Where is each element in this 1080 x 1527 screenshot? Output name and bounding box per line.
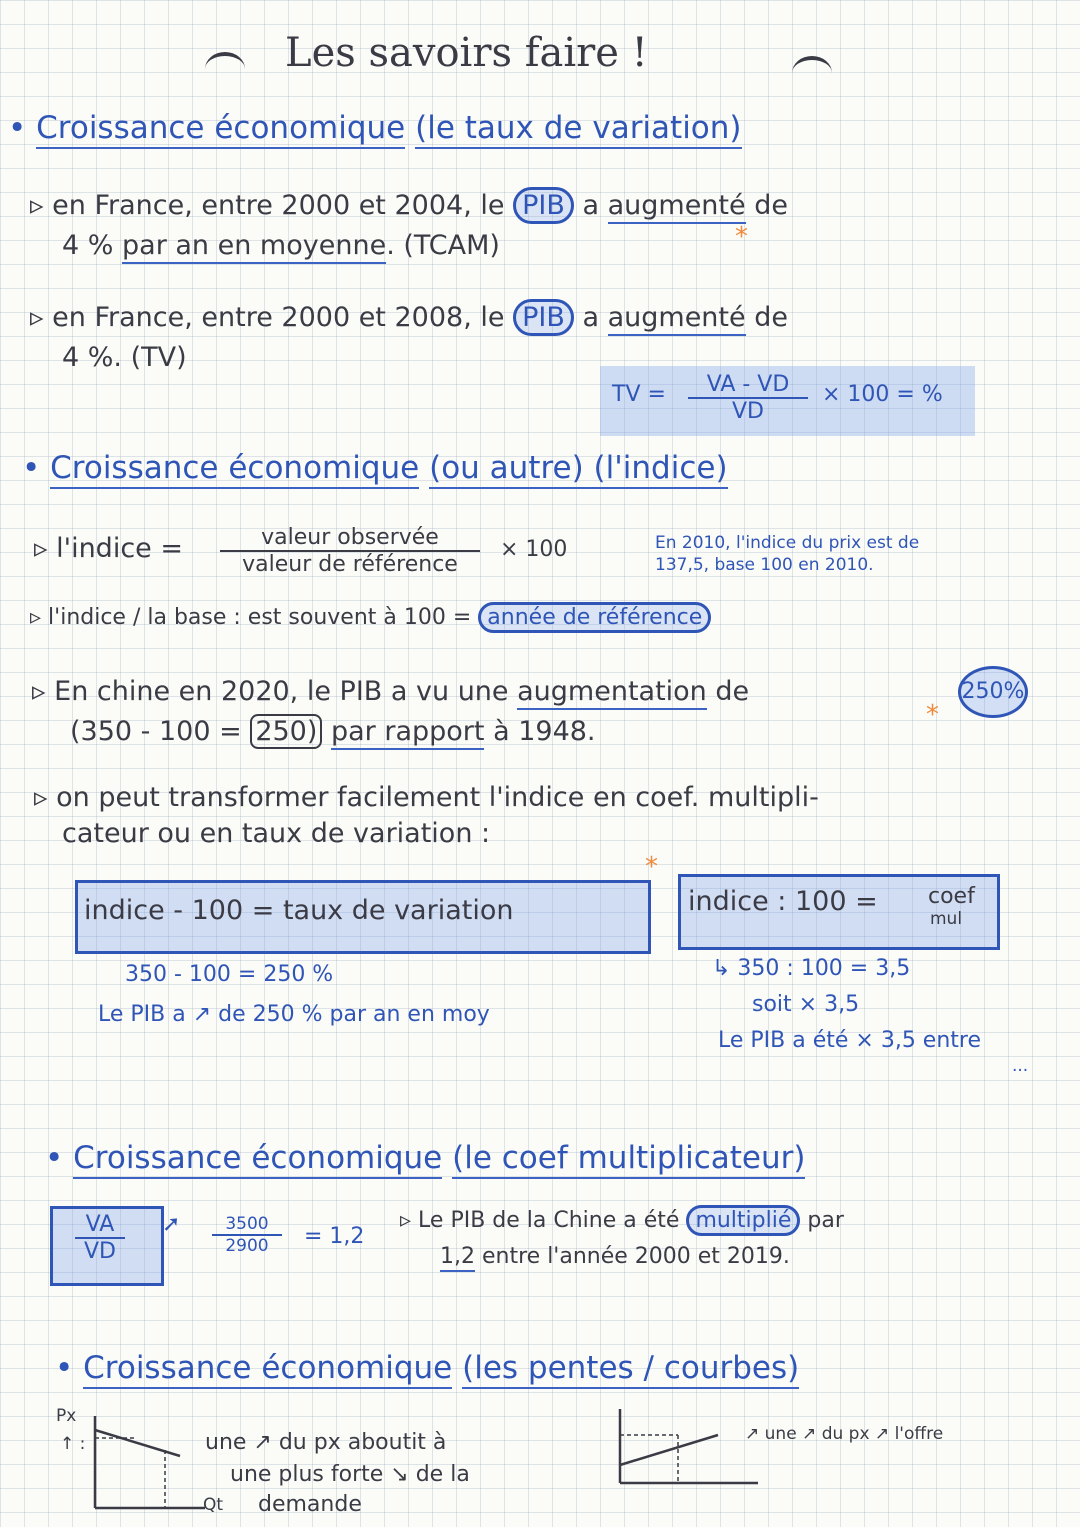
hole-mark-right <box>792 56 832 90</box>
verb-augmente: augmenté <box>608 190 746 224</box>
indice-note-line2: 137,5, base 100 en 2010. <box>655 555 874 575</box>
star-mark: * <box>735 222 748 252</box>
graph1-ylabel: Px <box>56 1406 77 1426</box>
pib-circle: PIB <box>513 299 574 336</box>
section4-heading-sub: (les pentes / courbes) <box>462 1350 799 1389</box>
par-rapport-word: par rapport <box>331 716 485 750</box>
annee-reference-circle: année de référence <box>478 602 711 633</box>
calc2-line1: ↳ 350 : 100 = 3,5 <box>712 956 911 981</box>
section1-heading <box>8 110 742 146</box>
indice-times: × 100 <box>500 537 568 562</box>
augmentation-word: augmentation <box>517 676 707 710</box>
graph1-desc-line1: une ↗ du px aboutit à <box>205 1430 447 1455</box>
triangle-bullet-icon: ▹ <box>32 676 55 707</box>
par-an-en-moyenne: par an en moyenne <box>122 230 386 264</box>
star-mark: * <box>645 852 658 882</box>
graph1-y2: ↑ : <box>60 1434 86 1454</box>
section1-para2-line2: 4 %. (TV) <box>62 342 187 373</box>
calc2-line2: soit × 3,5 <box>752 992 860 1017</box>
tv-formula-right: × 100 = % <box>822 382 943 407</box>
triangle-bullet-icon: ▹ <box>30 302 53 333</box>
china-250-circle: 250% <box>958 666 1028 718</box>
section4-heading-main: Croissance économique <box>83 1350 452 1389</box>
graph2-desc: ↗ une ↗ du px ↗ l'offre <box>745 1424 944 1444</box>
box-coef-mult-text: indice : 100 = <box>688 886 878 917</box>
calc1-line2: Le PIB a ↗ de 250 % par an en moy <box>98 1002 490 1027</box>
graph1-desc-line2: une plus forte ↘ de la <box>230 1462 470 1487</box>
section-bullet: • <box>55 1350 84 1386</box>
calc1-line1: 350 - 100 = 250 % <box>125 962 334 987</box>
triangle-bullet-icon: ▹ <box>34 782 57 813</box>
star-mark: * <box>926 700 939 730</box>
coef-1-2: 1,2 <box>440 1244 475 1272</box>
graph1-xlabel: Qt <box>203 1495 224 1515</box>
section3-text-line1: ▹ Le PIB de la Chine a été multiplié par <box>400 1208 844 1233</box>
section1-para1-line1: ▹ en France, entre 2000 et 2004, le PIB a augmenté de <box>30 190 788 221</box>
box-coef-mult-mul: mul <box>930 909 963 929</box>
section1-para1-line2: 4 % par an en moyenne. (TCAM) <box>62 230 500 261</box>
section3-heading-sub: (le coef multiplicateur) <box>452 1140 805 1179</box>
graph1-desc-line3: demande <box>258 1492 362 1517</box>
indice-label: ▹ l'indice = <box>34 533 183 564</box>
calc2-line4: ... <box>1012 1056 1029 1076</box>
coef-example-fraction: 3500 2900 <box>212 1214 282 1256</box>
china-line1: ▹ En chine en 2020, le PIB a vu une augmentation de <box>32 676 749 707</box>
box-taux-variation-text: indice - 100 = taux de variation <box>84 895 514 926</box>
section2-heading <box>22 450 728 486</box>
coef-example-eq: = 1,2 <box>304 1224 365 1249</box>
section4-heading <box>55 1350 799 1386</box>
section3-heading <box>45 1140 805 1176</box>
triangle-bullet-icon: ▹ <box>34 533 57 564</box>
indice-fraction: valeur observée valeur de référence <box>220 525 480 577</box>
section2-heading-sub: (ou autre) (l'indice) <box>429 450 727 489</box>
va-vd-fraction: VA VD <box>75 1212 125 1264</box>
calc2-line3: Le PIB a été × 3,5 entre <box>718 1028 982 1053</box>
section-bullet: • <box>45 1140 74 1176</box>
box-coef-mult-coef: coef <box>928 884 975 909</box>
section3-text-line2: 1,2 entre l'année 2000 et 2019. <box>440 1244 790 1269</box>
section1-para2-line1: ▹ en France, entre 2000 et 2008, le PIB a augmenté de <box>30 302 788 333</box>
transform-line1: ▹ on peut transformer facilement l'indice en coef. multipli- <box>34 782 819 813</box>
section-bullet: • <box>22 450 51 486</box>
triangle-bullet-icon: ▹ <box>30 605 49 630</box>
graph2-supply-curve <box>598 1405 763 1500</box>
base-line: ▹ l'indice / la base : est souvent à 100 = année de référence <box>30 605 711 630</box>
graph1-demand-curve <box>85 1408 215 1518</box>
transform-line2: cateur ou en taux de variation : <box>62 818 491 849</box>
section1-heading-main: Croissance économique <box>36 110 405 149</box>
indice-note-line1: En 2010, l'indice du prix est de <box>655 533 920 553</box>
section1-heading-sub: (le taux de variation) <box>415 110 741 149</box>
hole-mark-left <box>205 52 245 86</box>
multiplie-circle: multiplié <box>686 1205 800 1236</box>
section3-heading-main: Croissance économique <box>73 1140 442 1179</box>
arrow-icon: ➚ <box>162 1212 181 1237</box>
section-bullet: • <box>8 110 37 146</box>
triangle-bullet-icon: ▹ <box>400 1208 419 1233</box>
china-line2: (350 - 100 = 250) par rapport à 1948. <box>70 716 596 747</box>
page-title: Les savoirs faire ! <box>285 30 648 76</box>
section2-heading-main: Croissance économique <box>50 450 419 489</box>
pib-circle: PIB <box>513 187 574 224</box>
triangle-bullet-icon: ▹ <box>30 190 53 221</box>
tv-formula-left: TV = <box>612 382 666 407</box>
tv-formula-fraction: VA - VD VD <box>688 372 808 424</box>
verb-augmente: augmenté <box>608 302 746 336</box>
